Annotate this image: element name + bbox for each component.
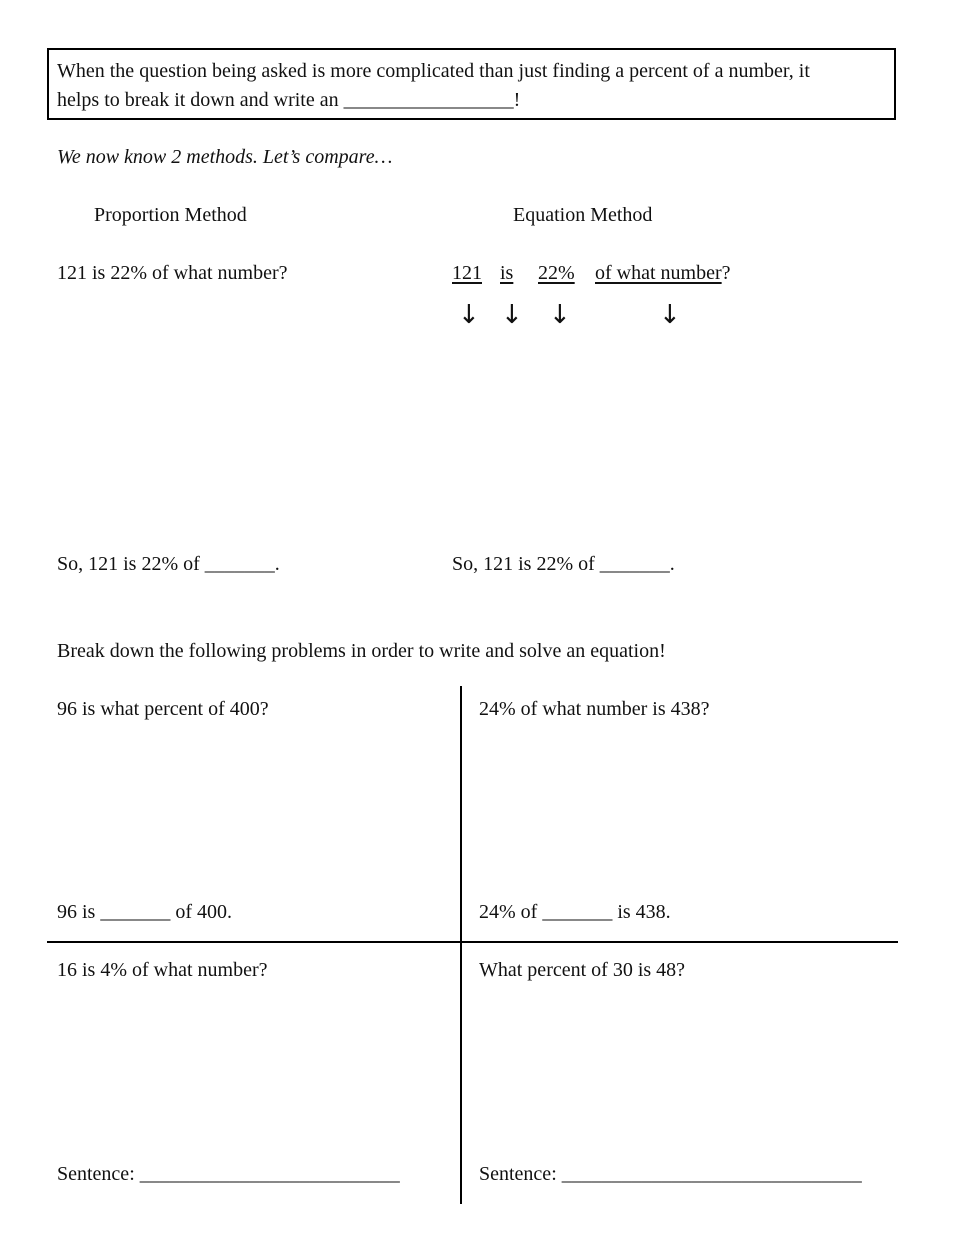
grid-horizontal-divider bbox=[47, 941, 898, 943]
down-arrow-icon: ↓ bbox=[458, 300, 480, 330]
intro-line-2: helps to break it down and write an _________________! bbox=[57, 89, 521, 111]
down-arrow-icon: ↓ bbox=[659, 300, 681, 330]
equation-part-what-number-text: of what number bbox=[595, 262, 722, 284]
proportion-question: 121 is 22% of what number? bbox=[57, 262, 288, 284]
problem-2-question: 24% of what number is 438? bbox=[479, 698, 710, 720]
problem-1-question: 96 is what percent of 400? bbox=[57, 698, 269, 720]
equation-answer: So, 121 is 22% of _______. bbox=[452, 553, 675, 575]
equation-part-is: is bbox=[500, 262, 514, 284]
grid-vertical-divider bbox=[460, 686, 462, 1204]
equation-question-mark: ? bbox=[721, 262, 731, 284]
equation-part-what-number bbox=[595, 263, 731, 283]
equation-method-title: Equation Method bbox=[513, 204, 653, 226]
down-arrow-icon: ↓ bbox=[549, 300, 571, 330]
intro-line-1: When the question being asked is more complicated than just finding a percent of a number, it bbox=[57, 60, 810, 82]
intro-box bbox=[47, 48, 896, 120]
proportion-method-title: Proportion Method bbox=[94, 204, 247, 226]
compare-text: We now know 2 methods. Let’s compare… bbox=[57, 146, 393, 168]
down-arrow-icon: ↓ bbox=[501, 300, 523, 330]
instructions: Break down the following problems in order to write and solve an equation! bbox=[57, 640, 666, 662]
equation-part-121: 121 bbox=[452, 262, 482, 284]
problem-4-question: What percent of 30 is 48? bbox=[479, 959, 686, 981]
problem-2-answer: 24% of _______ is 438. bbox=[479, 901, 671, 923]
problem-4-sentence: Sentence: ______________________________ bbox=[479, 1163, 862, 1185]
equation-part-percent: 22% bbox=[538, 262, 575, 284]
proportion-answer: So, 121 is 22% of _______. bbox=[57, 553, 280, 575]
problem-3-question: 16 is 4% of what number? bbox=[57, 959, 268, 981]
problem-1-answer: 96 is _______ of 400. bbox=[57, 901, 232, 923]
problem-3-sentence: Sentence: __________________________ bbox=[57, 1163, 400, 1185]
